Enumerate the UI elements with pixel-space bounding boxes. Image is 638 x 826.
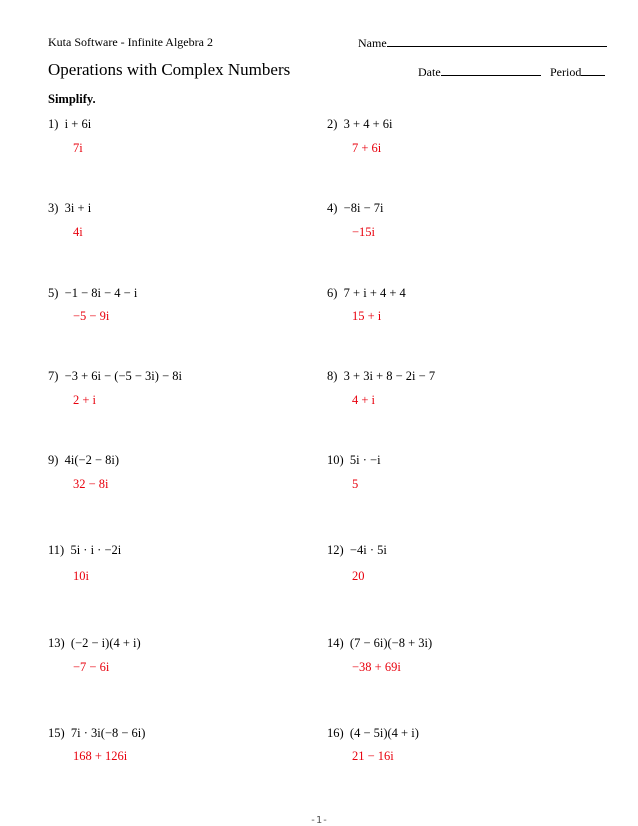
period-blank[interactable] — [581, 64, 605, 76]
answer-6: 15 + i — [352, 309, 382, 323]
problem-1: 1) i + 6i — [48, 117, 92, 131]
name-label: Name — [358, 36, 387, 50]
page-number: -1- — [309, 815, 329, 826]
answer-12: 20 — [352, 569, 365, 583]
period-field[interactable] — [550, 64, 605, 80]
period-label: Period — [550, 65, 582, 79]
problem-10: 10) 5i · −i — [327, 453, 381, 467]
answer-14: −38 + 69i — [352, 660, 401, 674]
answer-9: 32 − 8i — [73, 477, 109, 491]
name-field[interactable] — [358, 35, 607, 51]
answer-10: 5 — [352, 477, 359, 491]
software-credit: Kuta Software - Infinite Algebra 2 — [48, 35, 213, 49]
answer-15: 168 + 126i — [73, 749, 128, 763]
answer-5: −5 − 9i — [73, 309, 110, 323]
answer-16: 21 − 16i — [352, 749, 394, 763]
problem-2: 2) 3 + 4 + 6i — [327, 117, 393, 131]
answer-8: 4 + i — [352, 393, 376, 407]
page-title: Operations with Complex Numbers — [48, 60, 291, 79]
problem-15: 15) 7i · 3i(−8 − 6i) — [48, 726, 146, 740]
problem-11: 11) 5i · i · −2i — [48, 543, 122, 557]
problem-13: 13) (−2 − i)(4 + i) — [48, 636, 141, 650]
problem-9: 9) 4i(−2 − 8i) — [48, 453, 120, 467]
date-label: Date — [418, 65, 441, 79]
instructions: Simplify. — [48, 92, 96, 106]
date-blank[interactable] — [441, 64, 541, 76]
answer-1: 7i — [73, 141, 83, 155]
date-field[interactable] — [418, 64, 541, 80]
answer-11: 10i — [73, 569, 89, 583]
answer-13: −7 − 6i — [73, 660, 110, 674]
answer-7: 2 + i — [73, 393, 97, 407]
problem-7: 7) −3 + 6i − (−5 − 3i) − 8i — [48, 369, 182, 383]
problem-12: 12) −4i · 5i — [327, 543, 387, 557]
answer-2: 7 + 6i — [352, 141, 382, 155]
problem-3: 3) 3i + i — [48, 201, 92, 215]
problem-5: 5) −1 − 8i − 4 − i — [48, 286, 138, 300]
problem-4: 4) −8i − 7i — [327, 201, 384, 215]
name-blank[interactable] — [387, 35, 607, 47]
problem-16: 16) (4 − 5i)(4 + i) — [327, 726, 419, 740]
answer-4: −15i — [352, 225, 376, 239]
problem-6: 6) 7 + i + 4 + 4 — [327, 286, 406, 300]
problem-8: 8) 3 + 3i + 8 − 2i − 7 — [327, 369, 436, 383]
problem-14: 14) (7 − 6i)(−8 + 3i) — [327, 636, 433, 650]
answer-3: 4i — [73, 225, 83, 239]
